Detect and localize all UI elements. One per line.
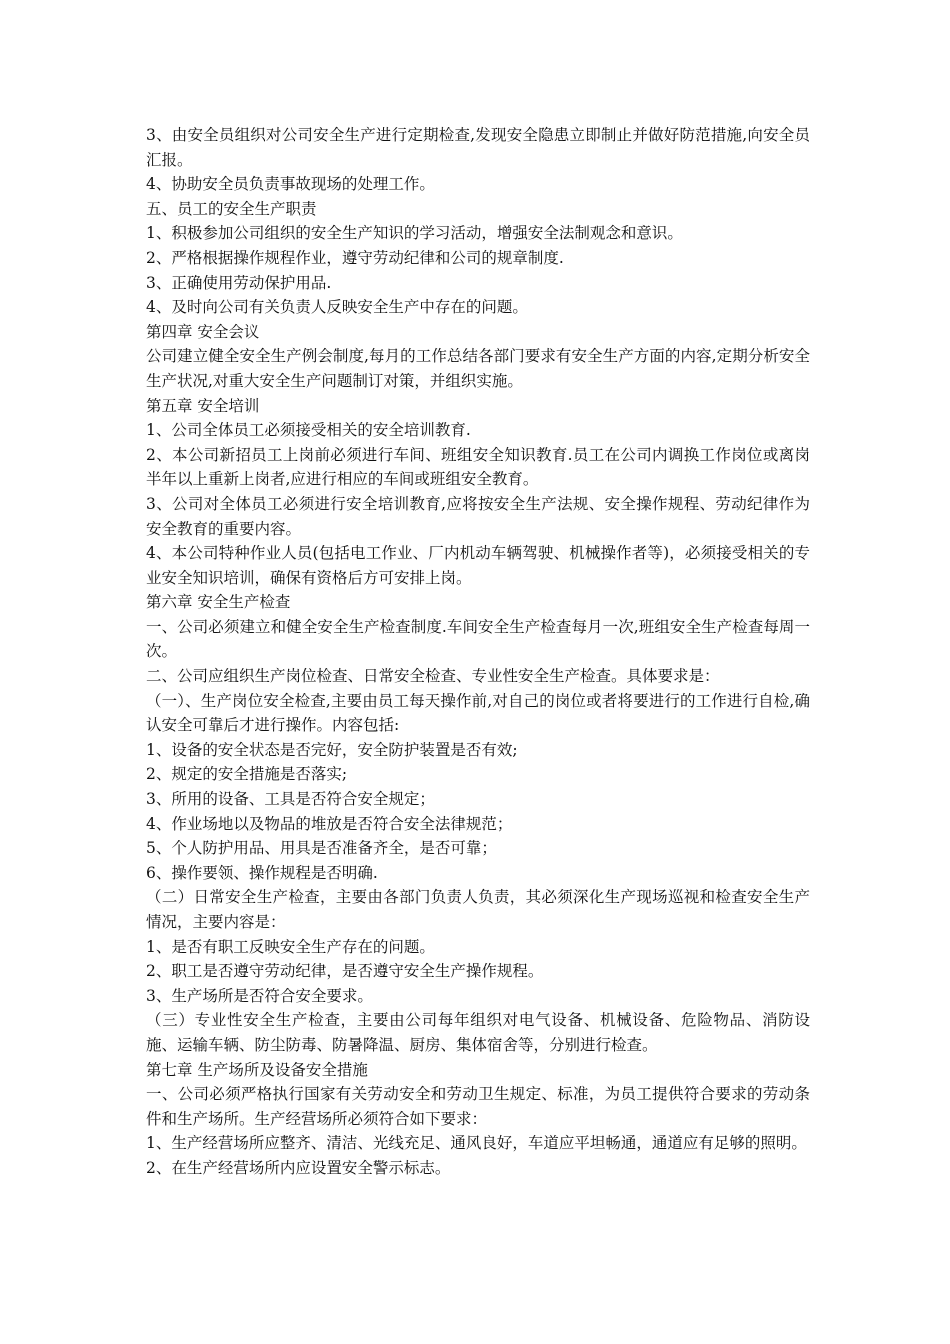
chapter-heading: 第五章 安全培训 — [146, 396, 260, 415]
list-item: 1、设备的安全状态是否完好，安全防护装置是否有效; — [146, 740, 518, 759]
chapter-heading: 第七章 生产场所及设备安全措施 — [146, 1060, 368, 1079]
chapter-heading: 第四章 安全会议 — [146, 322, 260, 341]
paragraph: 3、由安全员组织对公司安全生产进行定期检查,发现安全隐患立即制止并做好防范措施,向安全员汇报。 — [146, 126, 810, 169]
paragraph: 公司建立健全安全生产例会制度,每月的工作总结各部门要求有安全生产方面的内容,定期分析安全生产状况,对重大安全生产问题制订对策，并组织实施。 — [146, 347, 810, 390]
document-page — [146, 123, 810, 1181]
list-item: 6、操作要领、操作规程是否明确. — [146, 863, 378, 882]
list-item: 1、生产经营场所应整齐、清洁、光线充足、通风良好，车道应平坦畅通，通道应有足够的照明。 — [146, 1134, 807, 1153]
list-item: 2、职工是否遵守劳动纪律，是否遵守安全生产操作规程。 — [146, 962, 544, 981]
list-item: 5、个人防护用品、用具是否准备齐全，是否可靠； — [146, 839, 497, 858]
list-item: 3、所用的设备、工具是否符合安全规定； — [146, 790, 435, 809]
paragraph: 3、正确使用劳动保护用品. — [146, 273, 332, 292]
paragraph: 3、公司对全体员工必须进行安全培训教育,应将按安全生产法规、安全操作规程、劳动纪律作为安全教育的重要内容。 — [146, 494, 810, 538]
paragraph: 二、公司应组织生产岗位检查、日常安全检查、专业性安全生产检查。具体要求是： — [146, 667, 720, 686]
paragraph: （三）专业性安全生产检查，主要由公司每年组织对电气设备、机械设备、危险物品、消防设施、运输车辆、防尘防毒、防暑降温、厨房、集体宿舍等，分别进行检查。 — [146, 1011, 810, 1054]
paragraph: 4、及时向公司有关负责人反映安全生产中存在的问题。 — [146, 298, 528, 317]
paragraph: 1、公司全体员工必须接受相关的安全培训教育. — [146, 421, 471, 440]
paragraph: 4、本公司特种作业人员(包括电工作业、厂内机动车辆驾驶、机械操作者等)，必须接受相关的专业安全知识培训，确保有资格后方可安排上岗。 — [146, 544, 810, 587]
paragraph: （一）、生产岗位安全检查,主要由员工每天操作前,对自己的岗位或者将要进行的工作进行自检,确认安全可靠后才进行操作。内容包括: — [146, 691, 810, 735]
paragraph: 2、严格根据操作规程作业，遵守劳动纪律和公司的规章制度. — [146, 248, 564, 267]
list-item: 4、作业场地以及物品的堆放是否符合安全法律规范； — [146, 814, 513, 833]
paragraph: （二）日常安全生产检查，主要由各部门负责人负责，其必须深化生产现场巡视和检查安全生产情况，主要内容是： — [146, 888, 810, 931]
paragraph: 1、积极参加公司组织的安全生产知识的学习活动，增强安全法制观念和意识。 — [146, 224, 683, 243]
paragraph: 4、协助安全员负责事故现场的处理工作。 — [146, 175, 435, 194]
paragraph: 一、公司必须建立和健全安全生产检查制度.车间安全生产检查每月一次,班组安全生产检查每周一次。 — [146, 617, 810, 661]
section-heading: 五、员工的安全生产职责 — [146, 199, 317, 218]
paragraph: 一、公司必须严格执行国家有关劳动安全和劳动卫生规定、标准，为员工提供符合要求的劳动条件和生产场所。生产经营场所必须符合如下要求： — [146, 1085, 810, 1128]
list-item: 3、生产场所是否符合安全要求。 — [146, 986, 373, 1005]
paragraph: 2、本公司新招员工上岗前必须进行车间、班组安全知识教育.员工在公司内调换工作岗位或离岗半年以上重新上岗者,应进行相应的车间或班组安全教育。 — [146, 445, 810, 489]
chapter-heading: 第六章 安全生产检查 — [146, 593, 291, 612]
list-item: 1、是否有职工反映安全生产存在的问题。 — [146, 937, 435, 956]
list-item: 2、在生产经营场所内应设置安全警示标志。 — [146, 1158, 451, 1177]
list-item: 2、规定的安全措施是否落实; — [146, 765, 348, 784]
